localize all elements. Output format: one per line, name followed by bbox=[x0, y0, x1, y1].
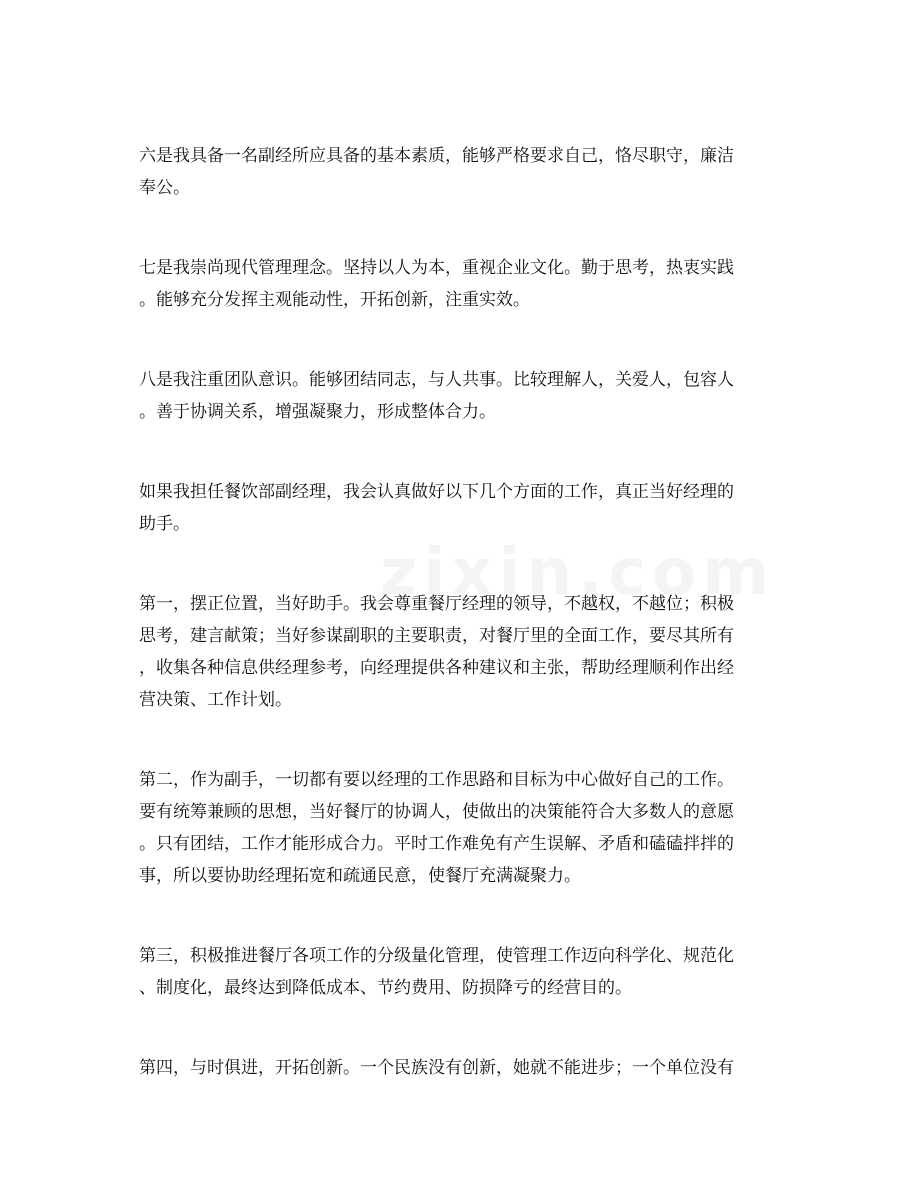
document-body bbox=[139, 140, 779, 1132]
paragraph-first bbox=[139, 588, 779, 716]
text-line: 事，所以要协助经理拓宽和疏通民意，使餐厅充满凝聚力。 bbox=[139, 866, 581, 886]
text-line: 第二，作为副手，一切都有要以经理的工作思路和目标为中心做好自己的工作。 bbox=[139, 770, 734, 790]
text-line: ，收集各种信息供经理参考，向经理提供各种建议和主张，帮助经理顺利作出经 bbox=[139, 658, 734, 678]
paragraph-8 bbox=[139, 364, 779, 428]
text-line: 营决策、工作计划。 bbox=[139, 690, 292, 710]
text-line: 六是我具备一名副经所应具备的基本素质，能够严格要求自己，恪尽职守，廉洁 bbox=[139, 146, 734, 166]
text-line: 八是我注重团队意识。能够团结同志，与人共事。比较理解人，关爱人，包容人 bbox=[139, 370, 734, 390]
text-line: 七是我崇尚现代管理理念。坚持以人为本，重视企业文化。勤于思考，热衷实践 bbox=[139, 258, 734, 278]
paragraph-third bbox=[139, 940, 779, 1004]
paragraph-7 bbox=[139, 252, 779, 316]
text-line: 。能够充分发挥主观能动性，开拓创新，注重实效。 bbox=[139, 290, 530, 310]
paragraph-6 bbox=[139, 140, 779, 204]
text-line: 第三，积极推进餐厅各项工作的分级量化管理，使管理工作迈向科学化、规范化 bbox=[139, 946, 734, 966]
text-line: 。善于协调关系，增强凝聚力，形成整体合力。 bbox=[139, 402, 496, 422]
paragraph-second bbox=[139, 764, 779, 892]
text-line: 第一，摆正位置，当好助手。我会尊重餐厅经理的领导，不越权，不越位；积极 bbox=[139, 594, 734, 614]
text-line: 要有统筹兼顾的思想，当好餐厅的协调人，使做出的决策能符合大多数人的意愿 bbox=[139, 802, 734, 822]
paragraph-intro bbox=[139, 476, 779, 540]
text-line: 。只有团结，工作才能形成合力。平时工作难免有产生误解、矛盾和磕磕拌拌的 bbox=[139, 834, 734, 854]
paragraph-fourth bbox=[139, 1052, 779, 1084]
text-line: 、制度化，最终达到降低成本、节约费用、防损降亏的经营目的。 bbox=[139, 978, 632, 998]
text-line: 奉公。 bbox=[139, 178, 190, 198]
text-line: 思考，建言献策；当好参谋副职的主要职责，对餐厅里的全面工作，要尽其所有 bbox=[139, 626, 734, 646]
text-line: 第四，与时俱进，开拓创新。一个民族没有创新，她就不能进步；一个单位没有 bbox=[139, 1058, 734, 1078]
text-line: 助手。 bbox=[139, 514, 190, 534]
text-line: 如果我担任餐饮部副经理，我会认真做好以下几个方面的工作，真正当好经理的 bbox=[139, 482, 734, 502]
